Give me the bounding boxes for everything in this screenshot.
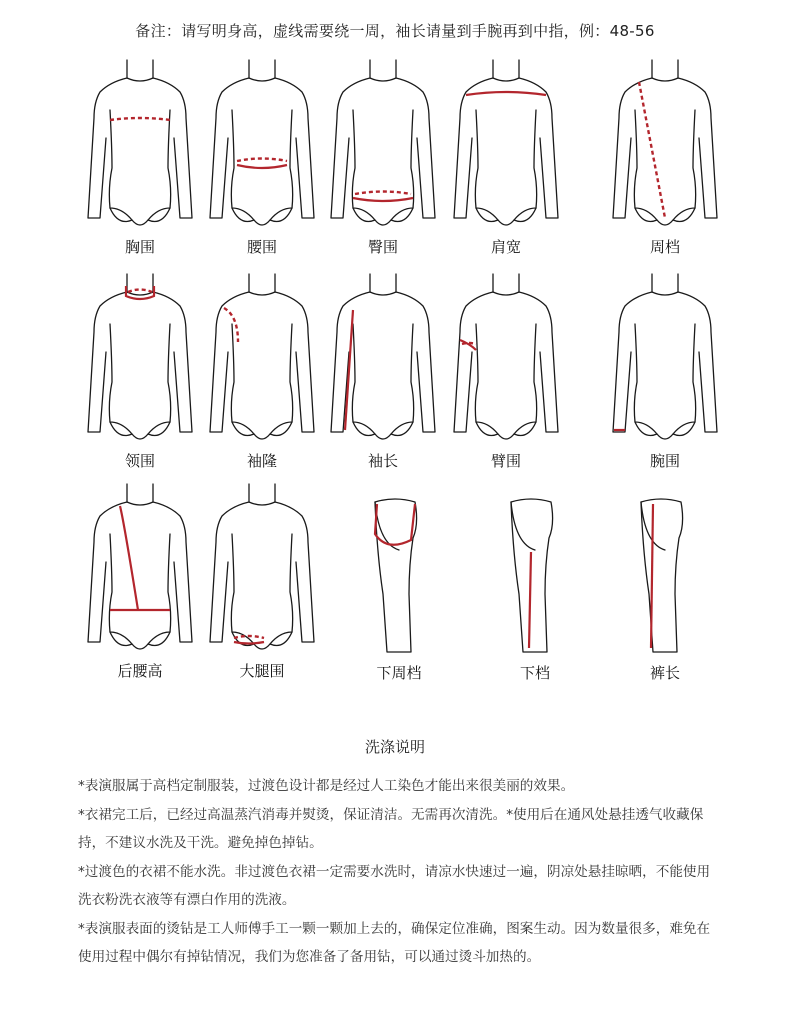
measure-hip bbox=[323, 58, 443, 268]
bodysuit-chest-figure bbox=[80, 58, 200, 238]
measure-waist bbox=[202, 58, 322, 268]
measure-sleeve bbox=[323, 272, 443, 482]
wash-paragraph: *表演服表面的烫钻是工人师傅手工一颗一颗加上去的，确保定位准确，图案生动。因为数量很多，难免在使用过程中偶尔有掉钻情况，我们为您准备了备用钻，可以通过烫斗加热的。 bbox=[78, 920, 711, 965]
measure-label: 下周档 bbox=[376, 664, 422, 682]
wash-instructions bbox=[78, 772, 718, 972]
measure-label: 臂围 bbox=[490, 452, 521, 470]
bodysuit-wrist-figure bbox=[605, 272, 725, 452]
measure-label: 后腰高 bbox=[117, 662, 163, 680]
bodysuit-torso-figure bbox=[605, 58, 725, 238]
measure-armhole bbox=[202, 272, 322, 482]
measure-thigh bbox=[202, 482, 322, 692]
measure-length bbox=[605, 484, 725, 694]
bodysuit-armhole-figure bbox=[202, 272, 322, 452]
bodysuit-thigh-figure bbox=[202, 482, 322, 662]
leg-crotch-figure bbox=[339, 484, 459, 664]
bodysuit-hip-figure bbox=[323, 58, 443, 238]
measure-label: 腰围 bbox=[246, 238, 277, 256]
wash-paragraph: *过渡色的衣裙不能水洗。非过渡色衣裙一定需要水洗时，请凉水快速过一遍，阴凉处悬挂晾晒，不能使用洗衣粉洗衣液等有漂白作用的洗液。 bbox=[78, 863, 711, 908]
leg-inseam-figure bbox=[475, 484, 595, 664]
measure-label: 腕围 bbox=[649, 452, 680, 470]
wash-paragraph: *衣裙完工后，已经过高温蒸汽消毒并熨烫，保证清洁。无需再次清洗。*使用后在通风处悬挂透气收藏保持，不建议水洗及干洗。避免掉色掉钻。 bbox=[78, 806, 704, 851]
wash-title: 洗涤说明 bbox=[364, 738, 425, 756]
measure-label: 裤长 bbox=[649, 664, 680, 682]
measure-label: 下档 bbox=[519, 664, 550, 682]
measure-torso bbox=[605, 58, 725, 268]
measure-label: 领围 bbox=[124, 452, 155, 470]
measure-chest bbox=[80, 58, 200, 268]
measure-label: 袖长 bbox=[367, 452, 398, 470]
leg-length-figure bbox=[605, 484, 725, 664]
bodysuit-neck-figure bbox=[80, 272, 200, 452]
measure-crotch bbox=[339, 484, 459, 694]
measure-label: 肩宽 bbox=[490, 238, 521, 256]
bodysuit-shoulder-figure bbox=[446, 58, 566, 238]
measure-label: 胸围 bbox=[124, 238, 155, 256]
bodysuit-waist-figure bbox=[202, 58, 322, 238]
measure-inseam bbox=[475, 484, 595, 694]
measure-label: 臀围 bbox=[367, 238, 398, 256]
measure-shoulder bbox=[446, 58, 566, 268]
bodysuit-arm-figure bbox=[446, 272, 566, 452]
measure-label: 大腿围 bbox=[239, 662, 285, 680]
measure-arm bbox=[446, 272, 566, 482]
measure-neck bbox=[80, 272, 200, 482]
size-note: 备注：请写明身高，虚线需要绕一周，袖长请量到手腕再到中指，例：48-56 bbox=[135, 22, 655, 40]
bodysuit-backwaist-figure bbox=[80, 482, 200, 662]
wash-paragraph: *表演服属于高档定制服装，过渡色设计都是经过人工染色才能出来很美丽的效果。 bbox=[78, 778, 575, 794]
measure-wrist bbox=[605, 272, 725, 482]
measure-backwaist bbox=[80, 482, 200, 692]
measure-label: 袖隆 bbox=[246, 452, 277, 470]
measure-label: 周档 bbox=[649, 238, 680, 256]
bodysuit-sleeve-figure bbox=[323, 272, 443, 452]
